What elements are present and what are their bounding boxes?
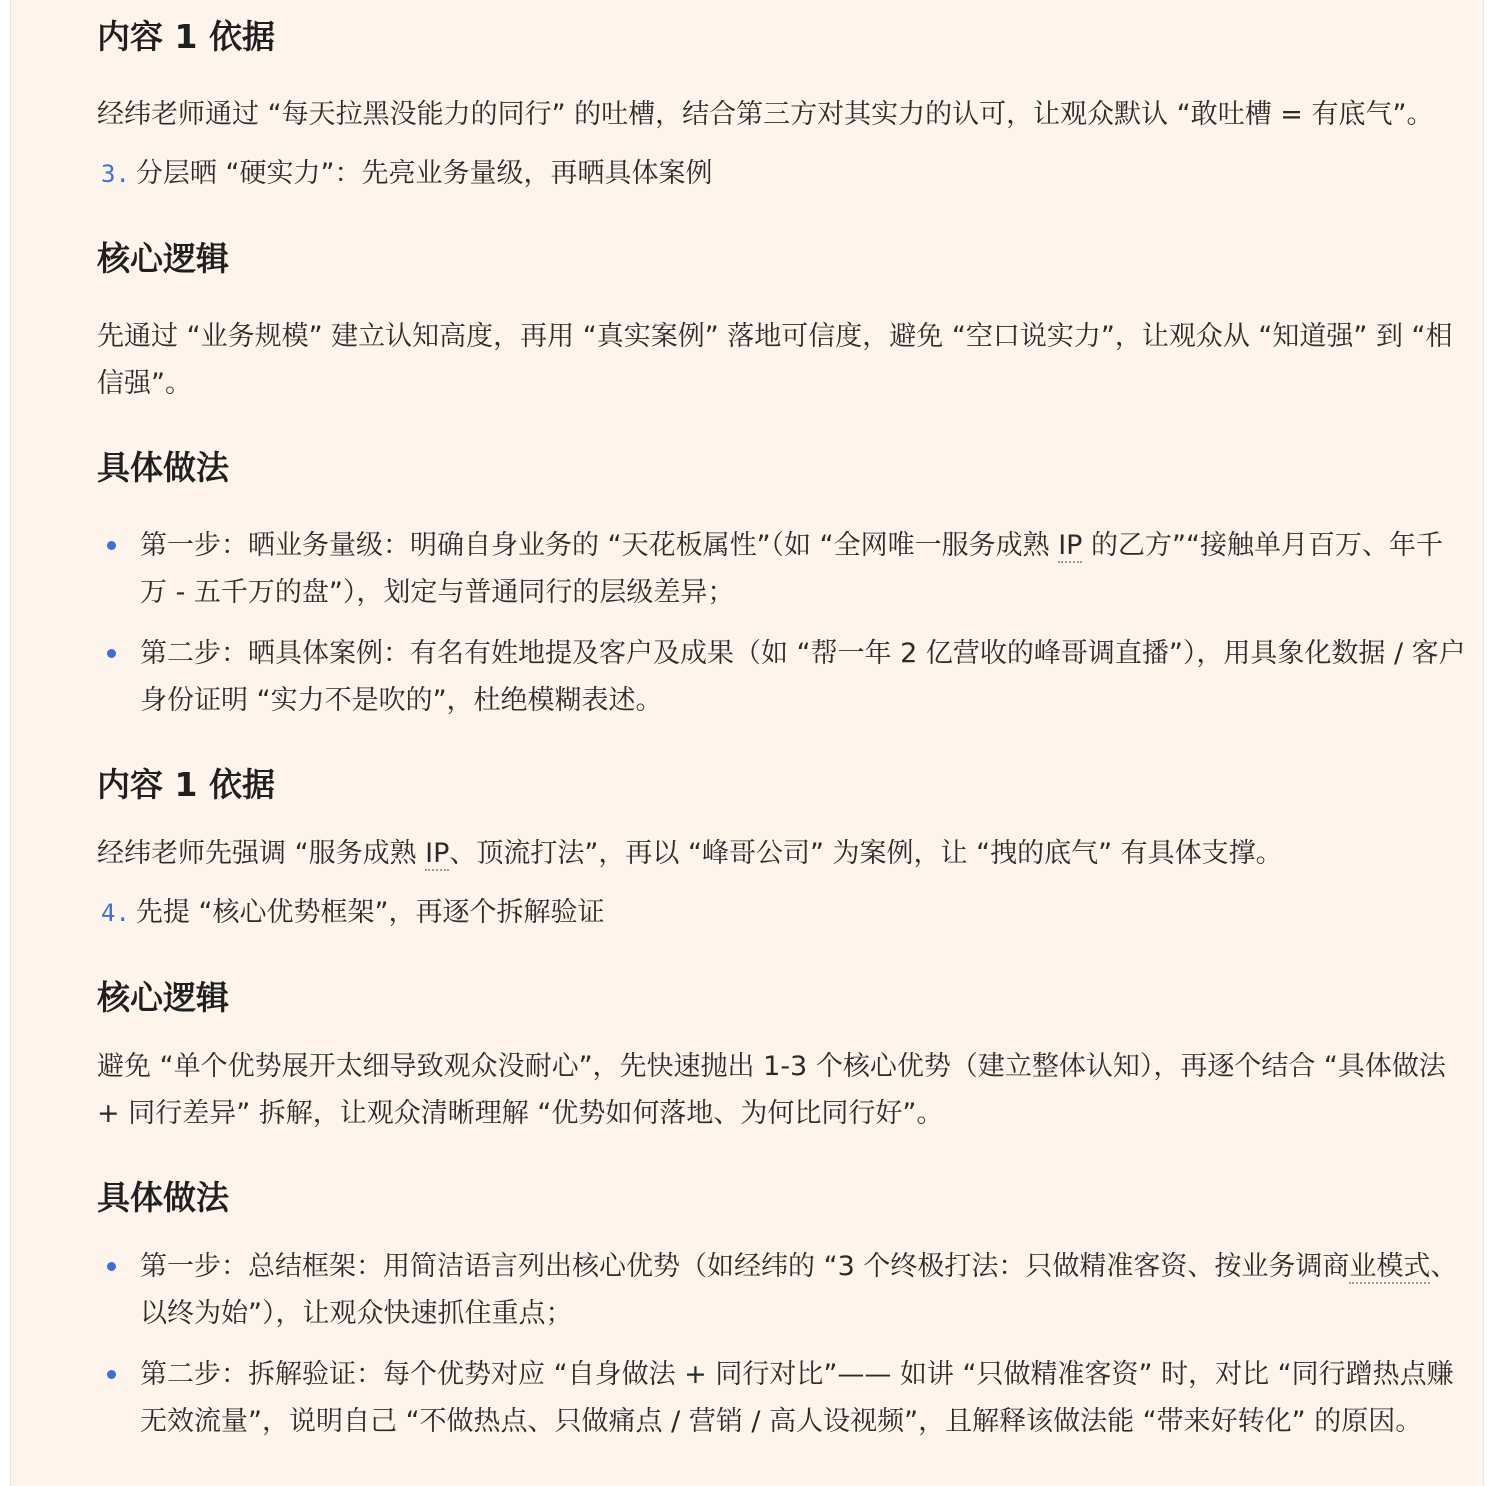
section-heading-method-1: 具体做法 [97, 448, 229, 487]
basis-paragraph-1: 经纬老师通过 “每天拉黑没能力的同行” 的吐槽，结合第三方对其实力的认可，让观众默认 “敢吐槽 = 有底气”。 [97, 99, 1434, 130]
list-item: 第一步：晒业务量级：明确自身业务的 “天花板属性”（如 “全网唯一服务成熟 IP 的乙方”“接触单月百万、年千万 - 五千万的盘”），划定与普通同行的层级差异； [97, 522, 1467, 616]
method-list-2 [97, 1243, 1467, 1445]
item-number: 4. [101, 899, 130, 927]
abbreviation: 业模式 [1349, 1251, 1431, 1282]
document-content [97, 0, 1467, 1445]
numbered-item-3 [97, 150, 1467, 198]
list-item: 第二步：拆解验证：每个优势对应 “自身做法 + 同行对比”—— 如讲 “只做精准客资” 时，对比 “同行蹭热点赚无效流量”，说明自己 “不做热点、只做痛点 / 营销 / 高人设视频”，且解释该做法能 “带来好转化” 的原因。 [97, 1351, 1467, 1445]
section-heading-basis-1: 内容 1 依据 [97, 17, 275, 56]
section-heading-method-2: 具体做法 [97, 1178, 229, 1217]
item-number: 3. [101, 160, 130, 188]
section-heading-core-logic-2: 核心逻辑 [97, 978, 229, 1017]
section-heading-basis-2: 内容 1 依据 [97, 765, 275, 804]
list-item: 第一步：总结框架：用简洁语言列出核心优势（如经纬的 “3 个终极打法：只做精准客资、按业务调商业模式、以终为始”），让观众快速抓住重点； [97, 1243, 1467, 1337]
core-logic-paragraph-2: 避免 “单个优势展开太细导致观众没耐心”，先快速抛出 1-3 个核心优势（建立整体认知），再逐个结合 “具体做法 + 同行差异” 拆解，让观众清晰理解 “优势如何落地、为何比同行好”。 [97, 1051, 1446, 1129]
item-text: 分层晒 “硬实力”：先亮业务量级，再晒具体案例 [135, 158, 713, 189]
section-heading-core-logic-1: 核心逻辑 [97, 239, 229, 278]
document-page [10, 0, 1484, 1486]
item-text: 先提 “核心优势框架”，再逐个拆解验证 [135, 897, 605, 928]
method-list-1 [97, 522, 1467, 724]
list-item: 第二步：晒具体案例：有名有姓地提及客户及成果（如 “帮一年 2 亿营收的峰哥调直播”），用具象化数据 / 客户身份证明 “实力不是吹的”，杜绝模糊表述。 [97, 630, 1467, 724]
basis-paragraph-2: 经纬老师先强调 “服务成熟 IP、顶流打法”，再以 “峰哥公司” 为案例，让 “拽的底气” 有具体支撑。 [97, 838, 1283, 869]
core-logic-paragraph-1: 先通过 “业务规模” 建立认知高度，再用 “真实案例” 落地可信度，避免 “空口说实力”，让观众从 “知道强” 到 “相信强”。 [97, 321, 1453, 399]
numbered-item-4 [97, 889, 1467, 937]
abbreviation: IP [1058, 530, 1083, 561]
abbreviation: IP [425, 838, 450, 869]
